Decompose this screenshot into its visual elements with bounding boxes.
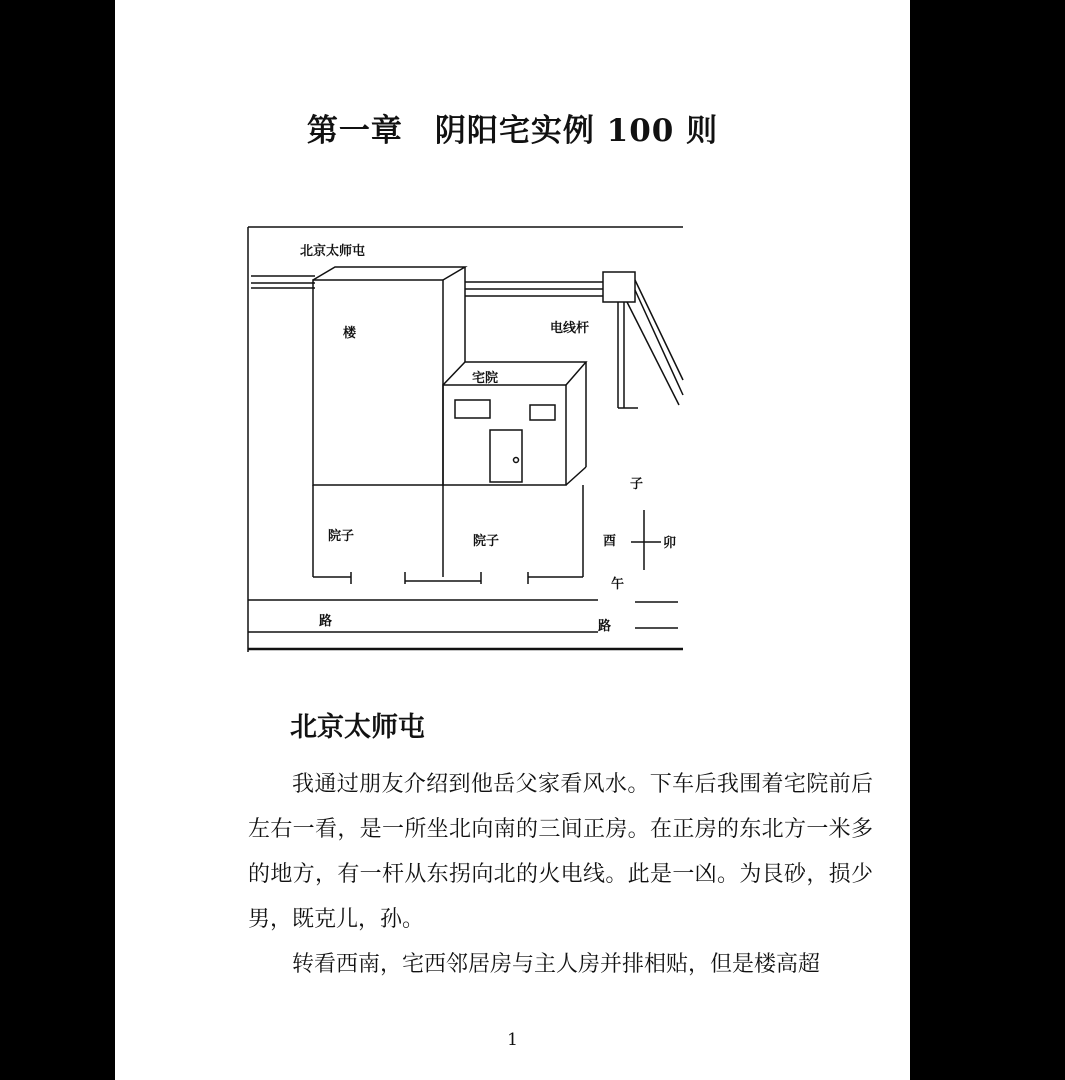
pole-wire [635,290,683,395]
site-diagram-drawing [243,220,803,665]
house-side-bottom [566,467,586,485]
house-label: 宅院 [472,371,499,386]
yard-right-label: 院子 [473,534,500,549]
pole-junction-box [603,272,635,302]
compass-west-label: 酉 [603,534,617,549]
yard-left-label: 院子 [328,529,355,544]
site-diagram [243,220,803,669]
road-left-label: 路 [319,614,333,629]
body-paragraph: 转看西南，宅西邻居房与主人房并排相贴，但是楼高超 [292,952,821,977]
compass-south-label: 午 [611,577,625,592]
figure-title-label: 北京太师屯 [300,244,366,259]
body-paragraph: 我通过朋友介绍到他岳父家看风水。下车后我围着宅院前后左右一看，是一所坐北向南的三间正房。在正房的东北方一米多的地方，有一杆从东拐向北的火电线。此是一凶。为艮砂，损少男，既克儿，孙。 [248,772,873,932]
house-top [443,362,586,385]
tall-building-front [313,280,443,485]
house-door [490,430,522,482]
house-window-right [530,405,555,420]
document-page [115,0,910,1080]
section-title: 北京太师屯 [290,712,425,743]
compass-east-label: 卯 [663,536,677,551]
building-label: 楼 [343,326,357,341]
chapter-title: 第一章 阴阳宅实例 100 则 [306,113,719,149]
tall-building-top [313,267,465,280]
page-number: 1 [507,1030,518,1050]
road-right-label: 路 [598,619,612,634]
pole-label: 电线杆 [550,321,590,336]
compass-north-label: 子 [630,477,644,492]
door-knob [514,458,519,463]
house-window-left [455,400,490,418]
